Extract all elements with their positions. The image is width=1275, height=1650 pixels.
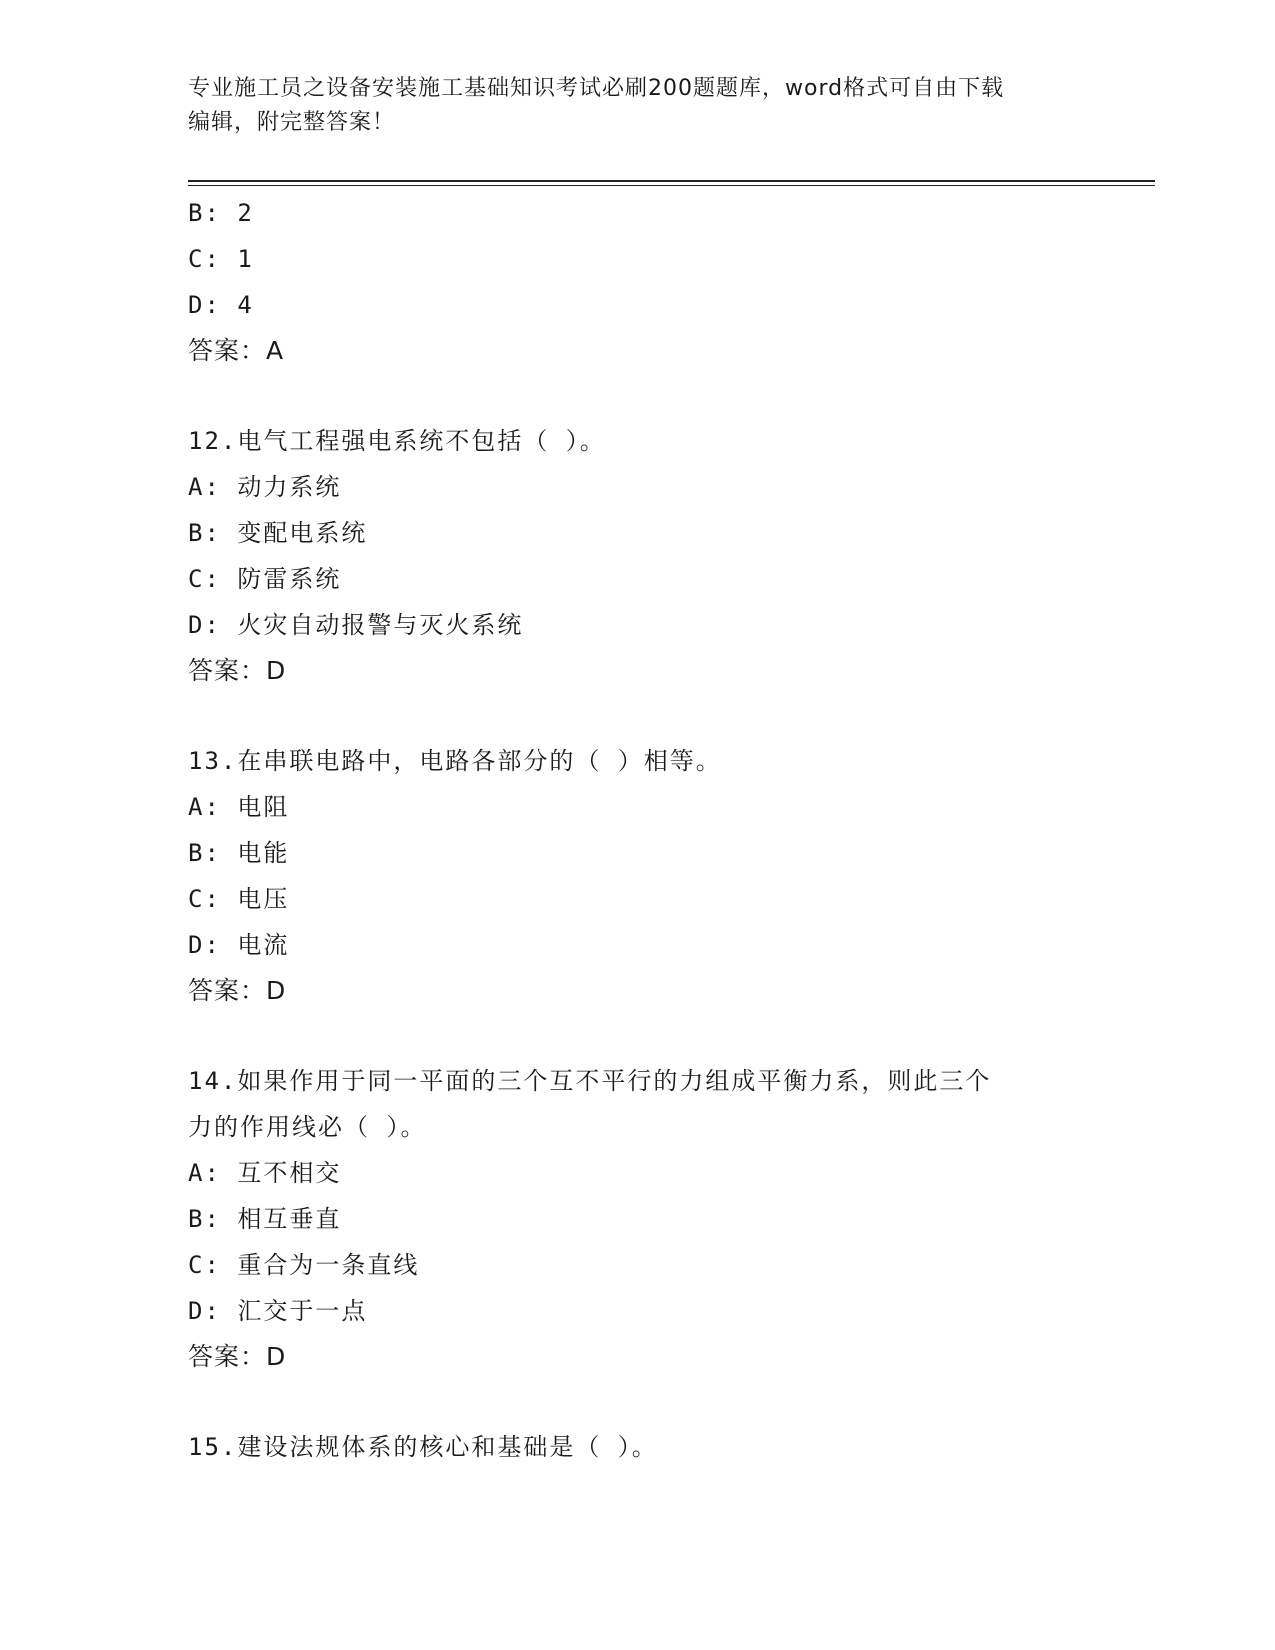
option-d: D: 4 xyxy=(188,291,254,319)
question-list xyxy=(188,190,1088,1470)
header-line-2: 编辑，附完整答案！ xyxy=(188,110,396,135)
question-text-line-2: 力的作用线必（ ）。 xyxy=(188,1113,427,1141)
answer-line: 答案：D xyxy=(188,1342,287,1371)
option-c: C: 电压 xyxy=(188,885,290,913)
option-d: D: 火灾自动报警与灭火系统 xyxy=(188,611,524,639)
header-divider-thick xyxy=(188,180,1155,182)
question-12 xyxy=(188,418,1088,694)
option-b: B: 电能 xyxy=(188,839,290,867)
option-b: B: 相互垂直 xyxy=(188,1205,342,1233)
question-text: 13.在串联电路中，电路各部分的（ ）相等。 xyxy=(188,747,722,775)
header-line-1: 专业施工员之设备安装施工基础知识考试必刷200题题库，word格式可自由下载 xyxy=(188,76,1005,101)
option-d: D: 汇交于一点 xyxy=(188,1297,368,1325)
option-a: A: 互不相交 xyxy=(188,1159,342,1187)
option-b: B: 变配电系统 xyxy=(188,519,368,547)
answer-line: 答案：D xyxy=(188,976,287,1005)
option-c: C: 防雷系统 xyxy=(188,565,342,593)
question-text: 12.电气工程强电系统不包括（ ）。 xyxy=(188,427,606,455)
option-a: A: 动力系统 xyxy=(188,473,342,501)
question-14 xyxy=(188,1058,1088,1380)
question-text: 15.建设法规体系的核心和基础是（ ）。 xyxy=(188,1433,658,1461)
document-header xyxy=(188,72,1088,140)
answer-line: 答案：D xyxy=(188,656,287,685)
question-13 xyxy=(188,738,1088,1014)
option-a: A: 电阻 xyxy=(188,793,290,821)
question-11-continued xyxy=(188,190,1088,374)
question-text-line-1: 14.如果作用于同一平面的三个互不平行的力组成平衡力系，则此三个 xyxy=(188,1067,992,1095)
option-b: B: 2 xyxy=(188,199,254,227)
option-c: C: 重合为一条直线 xyxy=(188,1251,420,1279)
answer-line: 答案：A xyxy=(188,336,285,365)
header-divider-thin xyxy=(188,185,1155,186)
option-c: C: 1 xyxy=(188,245,254,273)
option-d: D: 电流 xyxy=(188,931,290,959)
question-15 xyxy=(188,1424,1088,1470)
